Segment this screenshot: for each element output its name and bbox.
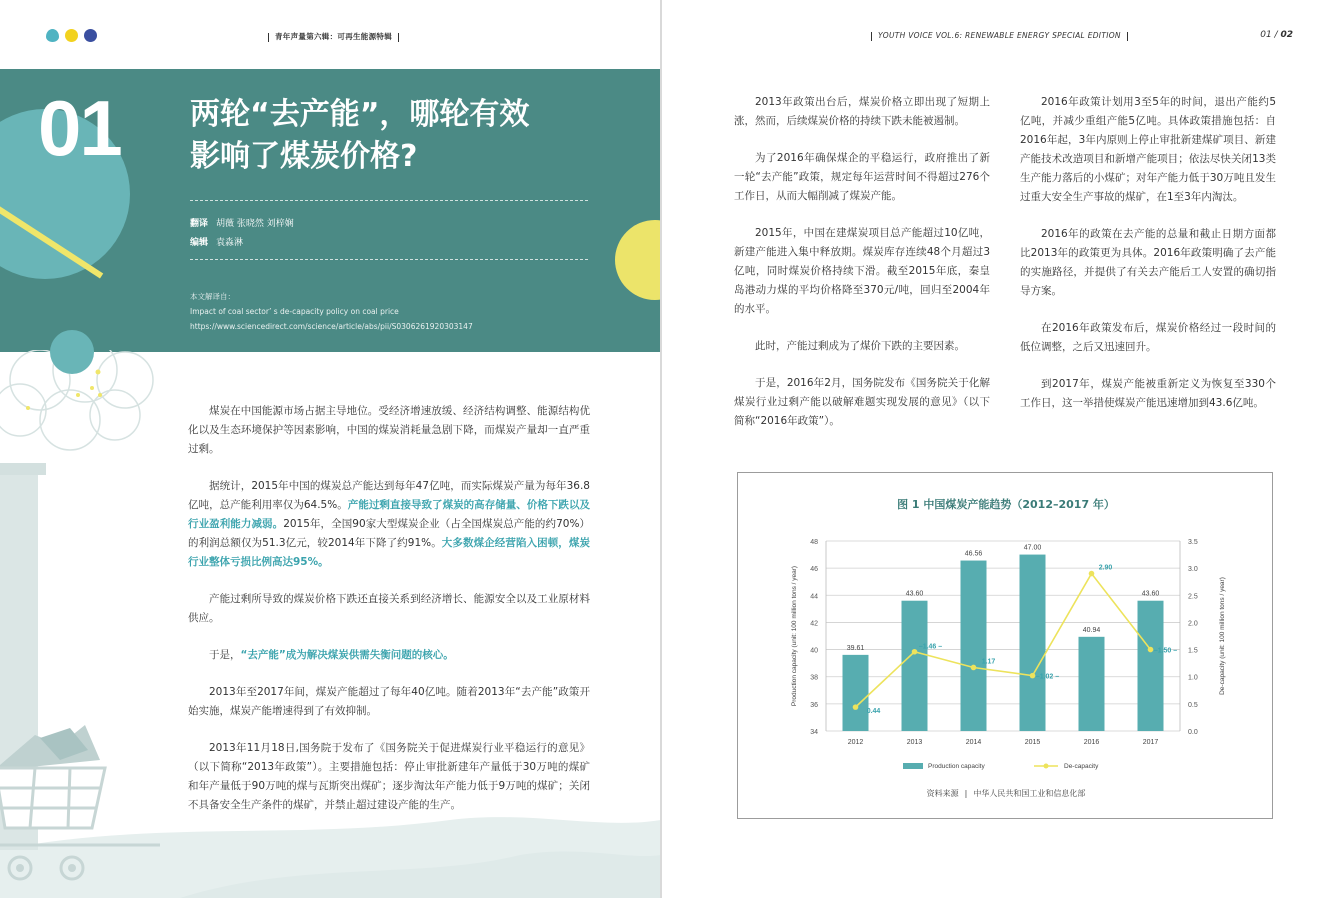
paragraph: 到2017年，煤炭产能被重新定义为恢复至330个工作日，这一举措使煤炭产能迅速增加到43.6亿吨。 — [1020, 378, 1276, 409]
y-right-tick-label: 2.0 — [1188, 620, 1198, 628]
editor-label: 编辑 — [190, 238, 209, 248]
chart-title: 图 1 中国煤炭产能趋势（2012–2017 年） — [897, 498, 1115, 511]
y-left-tick-label: 38 — [810, 674, 818, 682]
paragraph: 2013年11月18日,国务院于发布了《国务院关于促进煤炭行业平稳运行的意见》（以下简称“2013年政策”）。主要措施包括：停止审批新建年产量低于30万吨的煤矿和年产量低于90万吨的煤与瓦斯突出煤矿；逐步淘汰年产能力低于9万吨的煤矿；关闭不具备安全生产条件的煤矿，并禁止超过建设产能的生产。 — [188, 742, 590, 811]
line-point-de-capacity — [1148, 647, 1154, 653]
bar-production-capacity — [843, 655, 869, 731]
article-number: 01 — [38, 84, 121, 172]
y-right-tick-label: 0.0 — [1188, 729, 1198, 736]
y-right-tick-label: 3.0 — [1188, 566, 1198, 574]
highlight-text: “去产能”成为解决煤炭供需失衡问题的核心。 — [240, 649, 454, 661]
paragraph: 2013年政策出台后，煤炭价格立即出现了短期上涨，然而，后续煤炭价格的持续下跌未能被遏制。 — [734, 96, 990, 127]
bar-data-label: 47.00 — [1023, 544, 1042, 552]
x-tick-label: 2017 — [1142, 739, 1159, 746]
legend-swatch-point — [1044, 764, 1049, 769]
bar-production-capacity — [961, 561, 987, 731]
paragraph: 2013年至2017年间，煤炭产能超过了每年40亿吨。随着2013年“去产能”政策开始实施，煤炭产能增速得到了有效抑制。 — [188, 686, 590, 717]
paragraph: 在2016年政策发布后，煤炭价格经过一段时间的低位调整，之后又迅速回升。 — [1020, 322, 1276, 353]
line-data-label: 1.17 — [981, 658, 996, 666]
divider — [190, 259, 588, 260]
translator-credit — [190, 216, 294, 229]
y-left-tick-label: 46 — [810, 566, 818, 574]
bar-data-label: 39.61 — [846, 644, 865, 652]
y-left-tick-label: 36 — [810, 701, 818, 709]
hero-banner — [0, 69, 661, 352]
running-header-title: 青年声量第六辑：可再生能源特辑 — [275, 32, 392, 41]
line-point-de-capacity — [971, 665, 977, 671]
source-citation — [190, 289, 473, 334]
y-left-axis-title: Production capacity (unit: 100 million tons / year) — [791, 565, 798, 707]
x-tick-label: 2012 — [847, 739, 864, 746]
y-right-tick-label: 0.5 — [1188, 701, 1198, 709]
bar-data-label: 46.56 — [964, 550, 983, 558]
x-tick-label: 2014 — [965, 739, 982, 746]
decor-teal-circle — [50, 330, 94, 374]
article-body-col1 — [734, 93, 990, 449]
line-point-de-capacity — [912, 649, 918, 655]
y-left-tick-label: 44 — [810, 593, 818, 601]
paragraph: 2016年的政策在去产能的总量和截止日期方面都比2013年的政策更为具体。2016年政策明确了去产能的实施路径，并提供了有关去产能后工人安置的确切指导方案。 — [1020, 228, 1276, 297]
y-right-axis-title: De-capacity (unit: 100 million tons / year) — [1219, 577, 1226, 695]
article-title — [190, 94, 620, 178]
line-point-de-capacity — [1089, 571, 1095, 577]
paragraph: 产能过剩所导致的煤炭价格下跌还直接关系到经济增长、能源安全以及工业原材料供应。 — [188, 593, 590, 624]
bar-production-capacity — [902, 601, 928, 731]
chart-source-label: 资料来源 — [926, 789, 959, 798]
page-current: 01 — [1260, 30, 1272, 40]
paragraph: 煤炭在中国能源市场占据主导地位。受经济增速放缓、经济结构调整、能源结构优化以及生态环境保护等因素影响，中国的煤炭消耗量急剧下降，而煤炭产量却一直严重过剩。 — [188, 405, 590, 455]
y-right-tick-label: 1.0 — [1188, 674, 1198, 682]
article-title-line2: 影响了煤炭价格? — [190, 139, 418, 174]
chart-source-text: 中华人民共和国工业和信息化部 — [973, 789, 1086, 798]
line-data-label: –1.02 – — [1035, 673, 1060, 681]
running-header-title: YOUTH VOICE VOL.6: RENEWABLE ENERGY SPECIAL EDITION — [878, 31, 1121, 40]
left-page — [0, 0, 661, 898]
bar-production-capacity — [1079, 637, 1105, 731]
source-url[interactable]: https://www.sciencedirect.com/science/article/abs/pii/S0306261920303147 — [190, 322, 473, 331]
x-tick-label: 2013 — [906, 739, 923, 746]
bar-data-label: 43.60 — [1141, 590, 1160, 598]
brand-dots — [46, 29, 97, 42]
editor-names: 袁淼淋 — [216, 238, 244, 248]
y-left-tick-label: 48 — [810, 539, 818, 546]
line-data-label: –1.46 – — [918, 643, 943, 651]
figure-1-chart — [737, 472, 1273, 819]
divider — [190, 200, 588, 201]
y-left-tick-label: 34 — [810, 729, 818, 736]
right-page — [662, 0, 1323, 898]
x-tick-label: 2015 — [1024, 739, 1041, 746]
paragraph: 为了2016年确保煤企的平稳运行，政府推出了新一轮“去产能”政策，规定每年运营时间不得超过276个工作日，从而大幅削减了煤炭产能。 — [734, 152, 990, 202]
line-data-label: 0.44 — [866, 708, 881, 716]
running-header-left — [262, 31, 405, 42]
paragraph: 于是，2016年2月，国务院发布《国务院关于化解煤炭行业过剩产能以破解难题实现发展的意见》（以下简称“2016年政策”）。 — [734, 377, 990, 427]
line-de-capacity — [856, 574, 1151, 708]
article-title-line1: 两轮“去产能”，哪轮有效 — [190, 97, 530, 132]
bar-data-label: 40.94 — [1082, 626, 1101, 634]
paragraph: 于是，“去产能”成为解决煤炭供需失衡问题的核心。 — [209, 649, 454, 661]
line-data-label: –1.50 – — [1153, 647, 1178, 655]
source-label: 本文解译自： — [190, 292, 235, 301]
water-drop-icon — [46, 29, 59, 42]
y-right-tick-label: 1.5 — [1188, 647, 1198, 655]
highlight-text: 产能过剩直接导致了煤炭的高存储量、价格下跌以及行业盈利能力减弱。 — [188, 499, 590, 530]
running-header-right — [865, 31, 1134, 41]
highlight-text: 大多数煤企经营陷入困顿，煤炭行业整体亏损比例高达95%。 — [188, 537, 590, 568]
line-point-de-capacity — [1030, 673, 1036, 679]
line-data-label: 2.90 — [1098, 564, 1113, 572]
paragraph: 2015年，中国在建煤炭项目总产能超过10亿吨，新建产能进入集中释放期。煤炭库存连续48个月超过3亿吨，同时煤炭价格持续下滑。截至2015年底，秦皇岛港动力煤的平均价格降至370元/吨，回归至2004年的水平。 — [734, 227, 990, 315]
paragraph: 此时，产能过剩成为了煤价下跌的主要因素。 — [755, 340, 965, 352]
paragraph: 2016年政策计划用3至5年的时间，退出产能约5亿吨，并减少重组产能5亿吨。具体政策措施包括：自2016年起，3年内原则上停止审批新建煤矿项目、新建产能技术改造项目和新增产能项目；依法尽快关闭13类生产能力落后的小煤矿；对年产能力低于30万吨且发生过重大安全生产事故的煤矿，在1至3年内淘汰。 — [1020, 96, 1276, 203]
y-left-tick-label: 40 — [810, 647, 818, 655]
legend-label-decapacity: De-capacity — [1064, 763, 1099, 770]
legend-label-production: Production capacity — [928, 763, 985, 770]
bar-production-capacity — [1138, 601, 1164, 731]
legend-swatch-bar — [903, 763, 923, 769]
translator-names: 胡薇 张晓然 刘梓娴 — [216, 219, 294, 229]
y-left-tick-label: 42 — [810, 620, 818, 628]
paragraph: 据统计，2015年中国的煤炭总产能达到每年47亿吨，而实际煤炭产量为每年36.8亿吨，总产能利用率仅为64.5%。产能过剩直接导致了煤炭的高存储量、价格下跌以及行业盈利能力减弱。2015年，全国90家大型煤炭企业（占全国煤炭总产能的约70%）的利润总额仅为51.3亿元，较2014年下降了约91%。大多数煤企经营陷入困顿，煤炭行业整体亏损比例高达95%。 — [188, 480, 591, 568]
page-total: 02 — [1280, 30, 1293, 40]
sun-icon — [65, 29, 78, 42]
x-tick-label: 2016 — [1083, 739, 1100, 746]
article-body-left — [188, 402, 590, 833]
bar-data-label: 43.60 — [905, 590, 924, 598]
y-right-tick-label: 2.5 — [1188, 593, 1198, 601]
y-right-tick-label: 3.5 — [1188, 539, 1198, 546]
chart-plot — [738, 473, 1274, 783]
translator-label: 翻译 — [190, 219, 209, 229]
line-point-de-capacity — [853, 704, 859, 710]
bar-production-capacity — [1020, 555, 1046, 731]
page-number: 01 / 02 — [1260, 30, 1293, 40]
gear-icon — [84, 29, 97, 42]
article-body-col2 — [1020, 93, 1276, 431]
chart-source: 资料来源 | 中华人民共和国工业和信息化部 — [926, 789, 1086, 798]
editor-credit — [190, 235, 243, 248]
source-title: Impact of coal sector’ s de-capacity policy on coal price — [190, 307, 399, 316]
